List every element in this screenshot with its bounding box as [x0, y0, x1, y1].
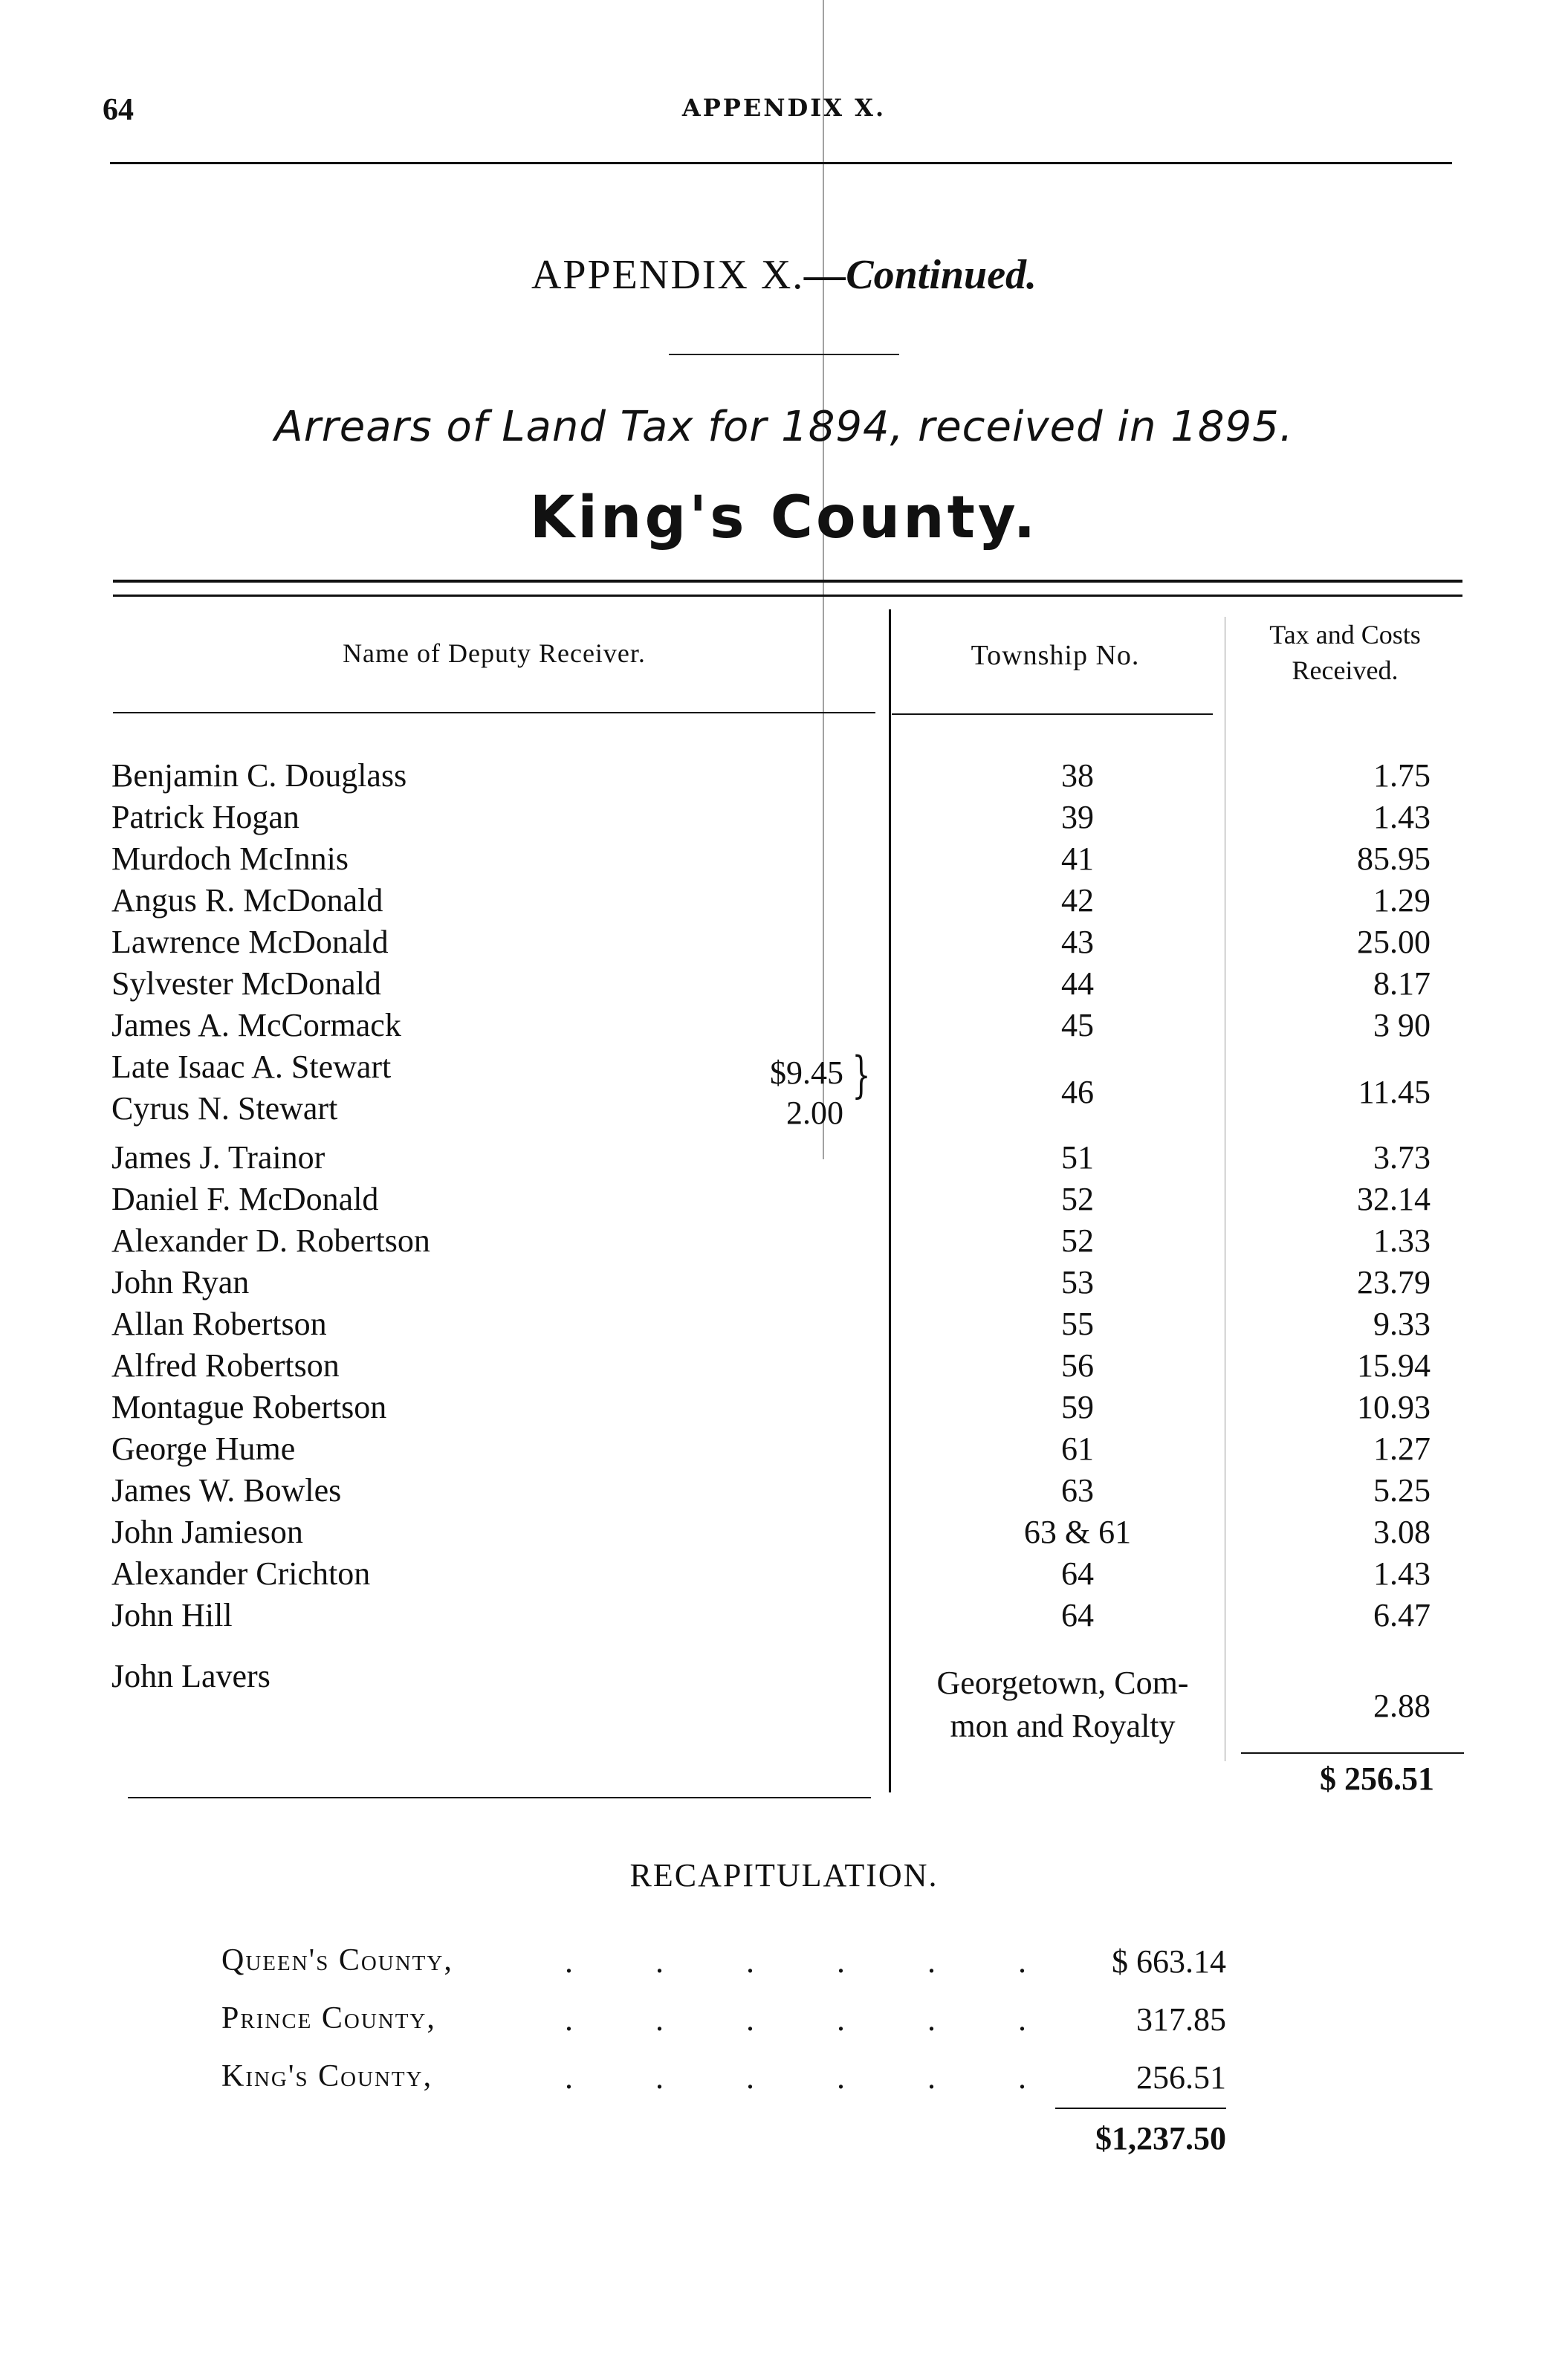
- receiver-name: Alexander Crichton: [111, 1555, 371, 1592]
- page-number: 64: [103, 93, 134, 127]
- recap-county-value: 317.85: [1136, 2001, 1226, 2038]
- receiver-name: Alfred Robertson: [111, 1347, 340, 1384]
- township-cell: 45: [1061, 1007, 1094, 1043]
- table-row: [0, 1263, 1568, 1305]
- table-row: [0, 1555, 1568, 1596]
- receiver-name: Late Isaac A. Stewart: [111, 1049, 392, 1085]
- column-header-tax-line2: Received.: [1292, 655, 1399, 685]
- column-header-township: Township No.: [971, 640, 1140, 671]
- receiver-name: Angus R. McDonald: [111, 882, 383, 919]
- receiver-name: John Jamieson: [111, 1514, 303, 1550]
- receiver-name: George Hume: [111, 1431, 296, 1467]
- column-header-tax-line1: Tax and Costs: [1269, 620, 1421, 650]
- township-cell: 42: [1061, 882, 1094, 919]
- receiver-name: Daniel F. McDonald: [111, 1181, 379, 1217]
- receiver-name: Sylvester McDonald: [111, 965, 381, 1002]
- township-cell: 51: [1061, 1139, 1094, 1176]
- tax-cell: 25.00: [1357, 924, 1431, 960]
- table-row: [0, 1305, 1568, 1347]
- table-row: [0, 923, 1568, 965]
- grand-total: $1,237.50: [1095, 2120, 1226, 2157]
- recap-county-value: 256.51: [1136, 2059, 1226, 2096]
- receiver-name: Cyrus N. Stewart: [111, 1090, 338, 1127]
- receiver-name: Montague Robertson: [111, 1389, 387, 1425]
- township-cell: 63 & 61: [1023, 1514, 1132, 1550]
- total-rule: [1241, 1752, 1464, 1754]
- table-row: [0, 798, 1568, 840]
- tax-cell: 15.94: [1357, 1347, 1431, 1384]
- township-cell: 56: [1061, 1347, 1094, 1384]
- brace-icon: }: [852, 1046, 871, 1104]
- table-row: [0, 1222, 1568, 1263]
- tax-cell: 1.43: [1373, 799, 1431, 835]
- township-line-1: Georgetown, Com-: [936, 1665, 1189, 1701]
- table-row: [0, 1430, 1568, 1471]
- township-cell: 61: [1061, 1431, 1094, 1467]
- table-row: [0, 1138, 1568, 1180]
- table-row: [0, 1513, 1568, 1555]
- table-top-rule: [113, 580, 1462, 583]
- tax-cell: 1.43: [1373, 1555, 1431, 1592]
- recap-leader-dots: . . . . . .: [565, 2001, 1063, 2038]
- receiver-name: Alexander D. Robertson: [111, 1222, 430, 1259]
- township-cell: 38: [1061, 757, 1094, 794]
- township-cell-georgetown: [892, 1662, 1234, 1748]
- table-row: [0, 1180, 1568, 1222]
- recap-title: RECAPITULATION.: [629, 1857, 939, 1894]
- recap-rule: [1055, 2108, 1226, 2109]
- township-line-2: mon and Royalty: [950, 1708, 1176, 1744]
- appendix-title: [0, 251, 1568, 299]
- tax-cell: 2.88: [1373, 1688, 1431, 1724]
- township-cell: 41: [1061, 840, 1094, 877]
- table-row: [0, 1596, 1568, 1638]
- receiver-name: John Ryan: [111, 1264, 250, 1300]
- tax-cell: 1.29: [1373, 882, 1431, 919]
- tax-cell: 1.27: [1373, 1431, 1431, 1467]
- tax-cell: 85.95: [1357, 840, 1431, 877]
- column-header-name: Name of Deputy Receiver.: [343, 638, 646, 668]
- township-cell: 63: [1061, 1472, 1094, 1509]
- table-row: [0, 1006, 1568, 1048]
- recap-county-label: King's County,: [221, 2059, 433, 2093]
- tax-cell: 10.93: [1357, 1389, 1431, 1425]
- table-row: [0, 1388, 1568, 1430]
- table-row: [0, 840, 1568, 881]
- stewart-amount-2: 2.00: [786, 1095, 843, 1131]
- receiver-name: Murdoch McInnis: [111, 840, 349, 877]
- township-cell: 55: [1061, 1306, 1094, 1342]
- township-cell: 59: [1061, 1389, 1094, 1425]
- receiver-name: Lawrence McDonald: [111, 924, 389, 960]
- recap-county-label: Prince County,: [221, 2001, 436, 2035]
- receiver-name: Allan Robertson: [111, 1306, 327, 1342]
- table-row: [0, 965, 1568, 1006]
- column-header-tax: [1226, 617, 1464, 688]
- receiver-name: Patrick Hogan: [111, 799, 299, 835]
- tax-cell: 3.08: [1373, 1514, 1431, 1550]
- receiver-name: Benjamin C. Douglass: [111, 757, 407, 794]
- township-cell: 64: [1061, 1597, 1094, 1633]
- tax-cell: 32.14: [1357, 1181, 1431, 1217]
- township-cell: 46: [1061, 1074, 1094, 1110]
- tax-cell: 1.33: [1373, 1222, 1431, 1259]
- receiver-name: John Lavers: [111, 1658, 270, 1694]
- appendix-title-suffix: —Continued.: [804, 252, 1037, 298]
- receiver-name: James J. Trainor: [111, 1139, 325, 1176]
- township-cell: 53: [1061, 1264, 1094, 1300]
- receiver-name: John Hill: [111, 1597, 233, 1633]
- township-cell: 43: [1061, 924, 1094, 960]
- tax-cell: 5.25: [1373, 1472, 1431, 1509]
- running-head: APPENDIX X.: [681, 94, 887, 122]
- tax-cell: 6.47: [1373, 1597, 1431, 1633]
- tax-cell: 3 90: [1373, 1007, 1431, 1043]
- table-row: [0, 757, 1568, 798]
- recap-leader-dots: . . . . . .: [565, 1943, 1063, 1980]
- table-bottom-rule: [128, 1797, 871, 1798]
- header-underline: [113, 712, 875, 713]
- subtitle: Arrears of Land Tax for 1894, received in 1895.: [274, 403, 1294, 451]
- header-underline-township: [892, 713, 1213, 715]
- tax-cell: 3.73: [1373, 1139, 1431, 1176]
- township-cell: 52: [1061, 1181, 1094, 1217]
- township-cell: 44: [1061, 965, 1094, 1002]
- table-row-stewart: [0, 1073, 1568, 1115]
- tax-cell: 11.45: [1358, 1074, 1431, 1110]
- stewart-amount-1: $9.45: [770, 1055, 843, 1091]
- tax-cell: 9.33: [1373, 1306, 1431, 1342]
- recap-county-label: Queen's County,: [221, 1943, 453, 1977]
- tax-cell: 8.17: [1373, 965, 1431, 1002]
- tax-cell: 23.79: [1357, 1264, 1431, 1300]
- township-cell: 52: [1061, 1222, 1094, 1259]
- receiver-name: James W. Bowles: [111, 1472, 342, 1509]
- header-rule: [110, 162, 1452, 164]
- table-row: [0, 881, 1568, 923]
- recap-county-value: $ 663.14: [1112, 1943, 1226, 1980]
- title-divider: [669, 354, 899, 355]
- table-row: [0, 1471, 1568, 1513]
- table-row-lavers: [0, 1657, 1568, 1724]
- county-total: $ 256.51: [1320, 1760, 1434, 1797]
- county-heading: King's County.: [529, 485, 1039, 551]
- recap-leader-dots: . . . . . .: [565, 2059, 1063, 2096]
- township-cell: 39: [1061, 799, 1094, 835]
- table-top-rule-2: [113, 595, 1462, 597]
- appendix-title-main: APPENDIX X.: [531, 252, 805, 298]
- receiver-name: James A. McCormack: [111, 1007, 401, 1043]
- table-row: [0, 1347, 1568, 1388]
- township-cell: 64: [1061, 1555, 1094, 1592]
- tax-cell: 1.75: [1373, 757, 1431, 794]
